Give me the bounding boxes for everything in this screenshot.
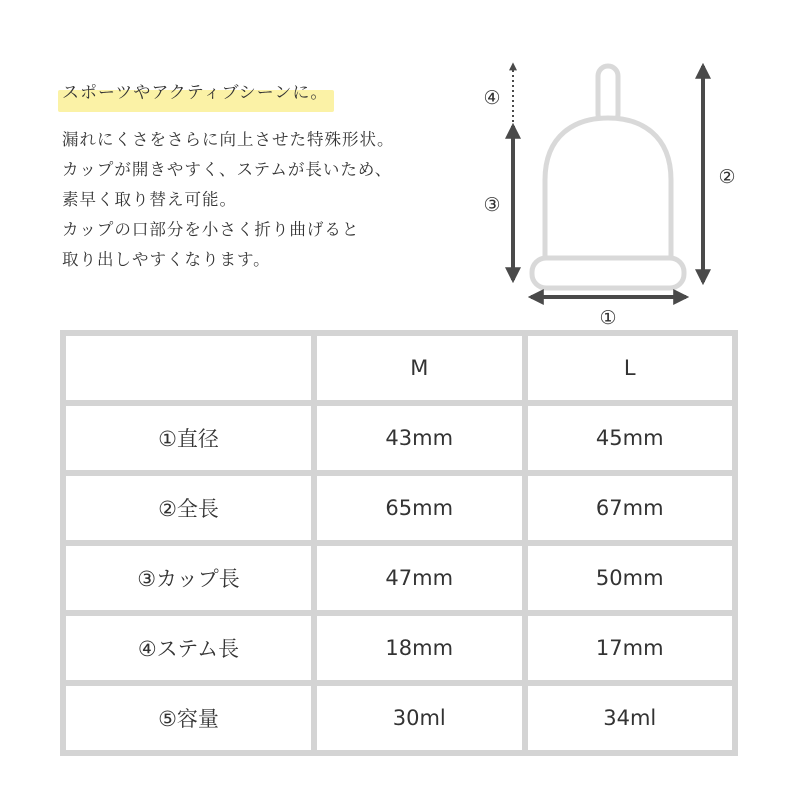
table-header-cell [63,333,314,403]
table-row [63,403,735,473]
cell-l: 17mm [525,613,736,683]
cell-l: 50mm [525,543,736,613]
table-header-cell: M [314,333,525,403]
cell-l: 67mm [525,473,736,543]
row-label: ①直径 [63,403,314,473]
menstrual-cup-outline [532,66,684,288]
stem-length-label: ④ [483,87,501,109]
cell-m: 47mm [314,543,525,613]
cell-l: 34ml [525,683,736,753]
size-spec-table [60,330,738,756]
headline-block [62,78,328,103]
table-header-cell: L [525,333,736,403]
row-label: ④ステム長 [63,613,314,683]
cup-body [545,118,671,258]
table-row [63,473,735,543]
cup-stem [598,66,618,124]
cup-dimension-diagram [470,48,770,338]
description-line: 素早く取り替え可能。 [62,190,237,209]
cup-rim [532,258,684,288]
description-line: カップの口部分を小さく折り曲げると [62,220,360,239]
description-line: 取り出しやすくなります。 [62,250,271,269]
row-label: ②全長 [63,473,314,543]
cell-m: 18mm [314,613,525,683]
diameter-label: ① [599,307,617,329]
total-length-label: ② [718,166,736,188]
intro-section [62,78,482,275]
cell-l: 45mm [525,403,736,473]
row-label: ⑤容量 [63,683,314,753]
headline: スポーツやアクティブシーンに。 [62,83,329,103]
cell-m: 65mm [314,473,525,543]
table-row [63,543,735,613]
cup-length-label: ③ [483,194,501,216]
cell-m: 30ml [314,683,525,753]
table-row [63,613,735,683]
cell-m: 43mm [314,403,525,473]
description-line: カップが開きやすく、ステムが長いため、 [62,160,393,179]
table-row [63,683,735,753]
description-line: 漏れにくさをさらに向上させた特殊形状。 [62,130,395,149]
row-label: ③カップ長 [63,543,314,613]
table-header-row [63,333,735,403]
